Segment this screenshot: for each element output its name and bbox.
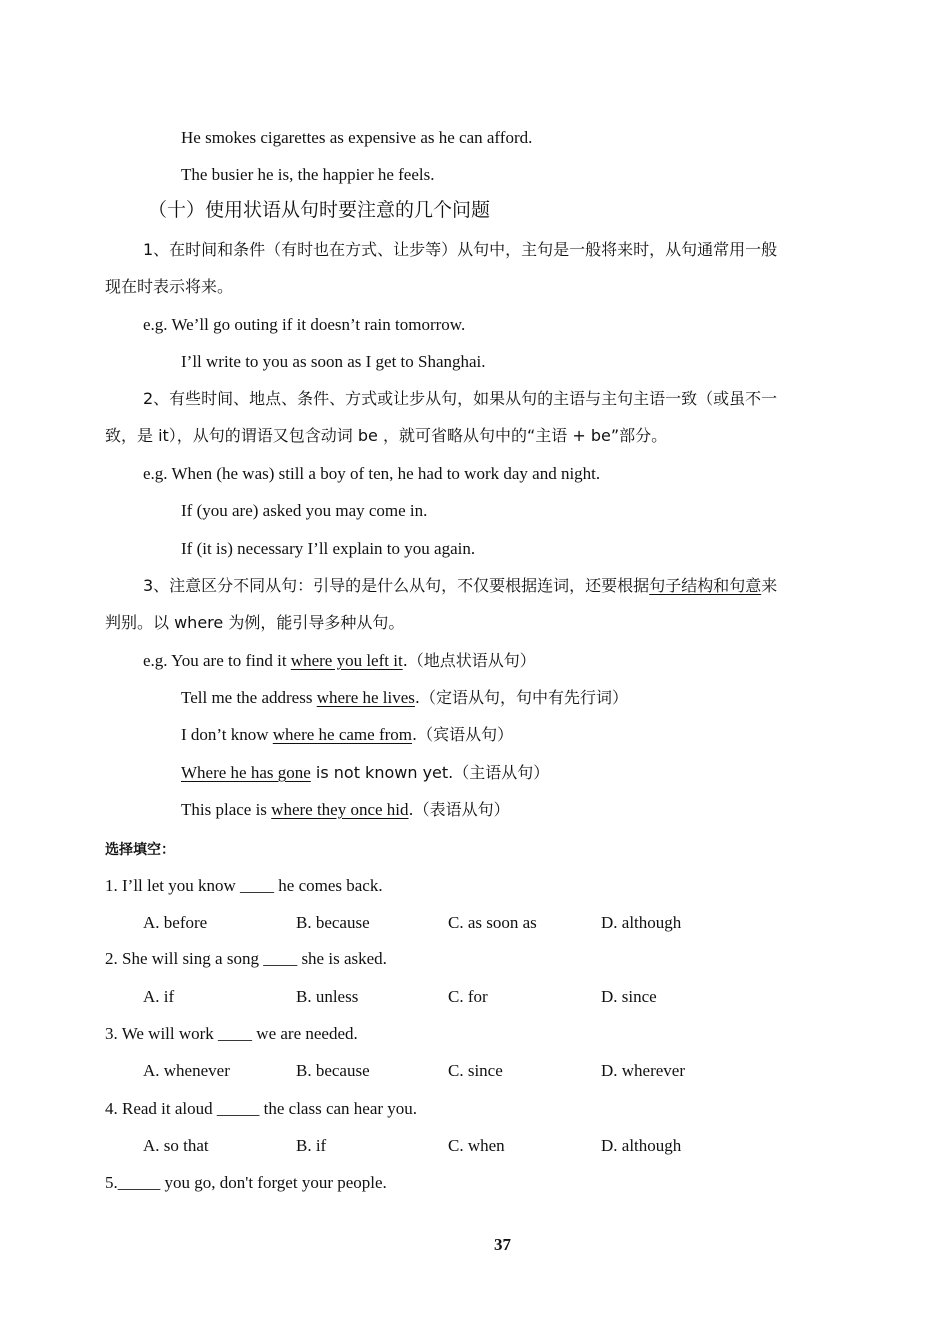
underlined-clause: where he lives	[316, 688, 415, 707]
underlined-clause: where they once hid	[271, 800, 409, 819]
example-sentence: Where he has gone is not known yet.（主语从句）	[181, 763, 550, 782]
exercise-title: 选择填空：	[105, 842, 175, 858]
paragraph-line: 1、在时间和条件（有时也在方式、让步等）从句中，主句是一般将来时，从句通常用一般	[143, 240, 778, 259]
example-sentence: I’ll write to you as soon as I get to Shanghai.	[181, 352, 486, 371]
paragraph-line: 2、有些时间、地点、条件、方式或让步从句，如果从句的主语与主句主语一致（或虽不一	[143, 389, 778, 408]
example-sentence: He smokes cigarettes as expensive as he can afford.	[181, 128, 533, 147]
option-a: A. so that	[143, 1136, 209, 1155]
option-b: B. unless	[296, 987, 359, 1006]
underlined-clause: Where he has gone	[181, 763, 311, 782]
underlined-phrase: 句子结构和句意	[649, 576, 762, 595]
paragraph-line: 致，是 it），从句的谓语又包含动词 be ，就可省略从句中的“主语 + be”部分。	[105, 426, 668, 445]
option-c: C. for	[448, 987, 488, 1006]
example-sentence: This place is where they once hid.（表语从句）	[181, 800, 510, 819]
option-c: C. since	[448, 1061, 503, 1080]
question: 3. We will work ____ we are needed.	[105, 1024, 358, 1043]
underlined-clause: where you left it	[290, 651, 403, 670]
option-a: A. whenever	[143, 1061, 230, 1080]
option-d: D. since	[601, 987, 657, 1006]
example-sentence: If (you are) asked you may come in.	[181, 501, 428, 520]
example-sentence: The busier he is, the happier he feels.	[181, 165, 435, 184]
option-d: D. although	[601, 1136, 682, 1155]
paragraph-line: 判别。以 where 为例，能引导多种从句。	[105, 613, 405, 632]
example-sentence: e.g. When (he was) still a boy of ten, he had to work day and night.	[143, 464, 601, 483]
paragraph-line: 3、注意区分不同从句：引导的是什么从句，不仅要根据连词，还要根据句子结构和句意来	[143, 576, 778, 595]
underlined-clause: where he came from	[272, 725, 412, 744]
question: 2. She will sing a song ____ she is asked.	[105, 949, 387, 968]
section-heading: （十）使用状语从句时要注意的几个问题	[148, 199, 491, 221]
example-sentence: e.g. You are to find it where you left it.（地点状语从句）	[143, 651, 536, 670]
example-sentence: Tell me the address where he lives.（定语从句，句中有先行词）	[181, 688, 628, 707]
example-sentence: e.g. We’ll go outing if it doesn’t rain tomorrow.	[143, 315, 466, 334]
option-b: B. because	[296, 913, 370, 932]
option-b: B. if	[296, 1136, 327, 1155]
option-d: D. although	[601, 913, 682, 932]
option-c: C. when	[448, 1136, 505, 1155]
example-sentence: If (it is) necessary I’ll explain to you again.	[181, 539, 476, 558]
example-sentence: I don’t know where he came from.（宾语从句）	[181, 725, 514, 744]
option-b: B. because	[296, 1061, 370, 1080]
option-a: A. if	[143, 987, 175, 1006]
question: 1. I’ll let you know ____ he comes back.	[105, 876, 383, 895]
page-number: 37	[494, 1235, 511, 1254]
question: 4. Read it aloud _____ the class can hear you.	[105, 1099, 418, 1118]
question: 5._____ you go, don't forget your people.	[105, 1173, 387, 1192]
paragraph-line: 现在时表示将来。	[105, 277, 234, 296]
option-d: D. wherever	[601, 1061, 686, 1080]
option-c: C. as soon as	[448, 913, 537, 932]
option-a: A. before	[143, 913, 208, 932]
